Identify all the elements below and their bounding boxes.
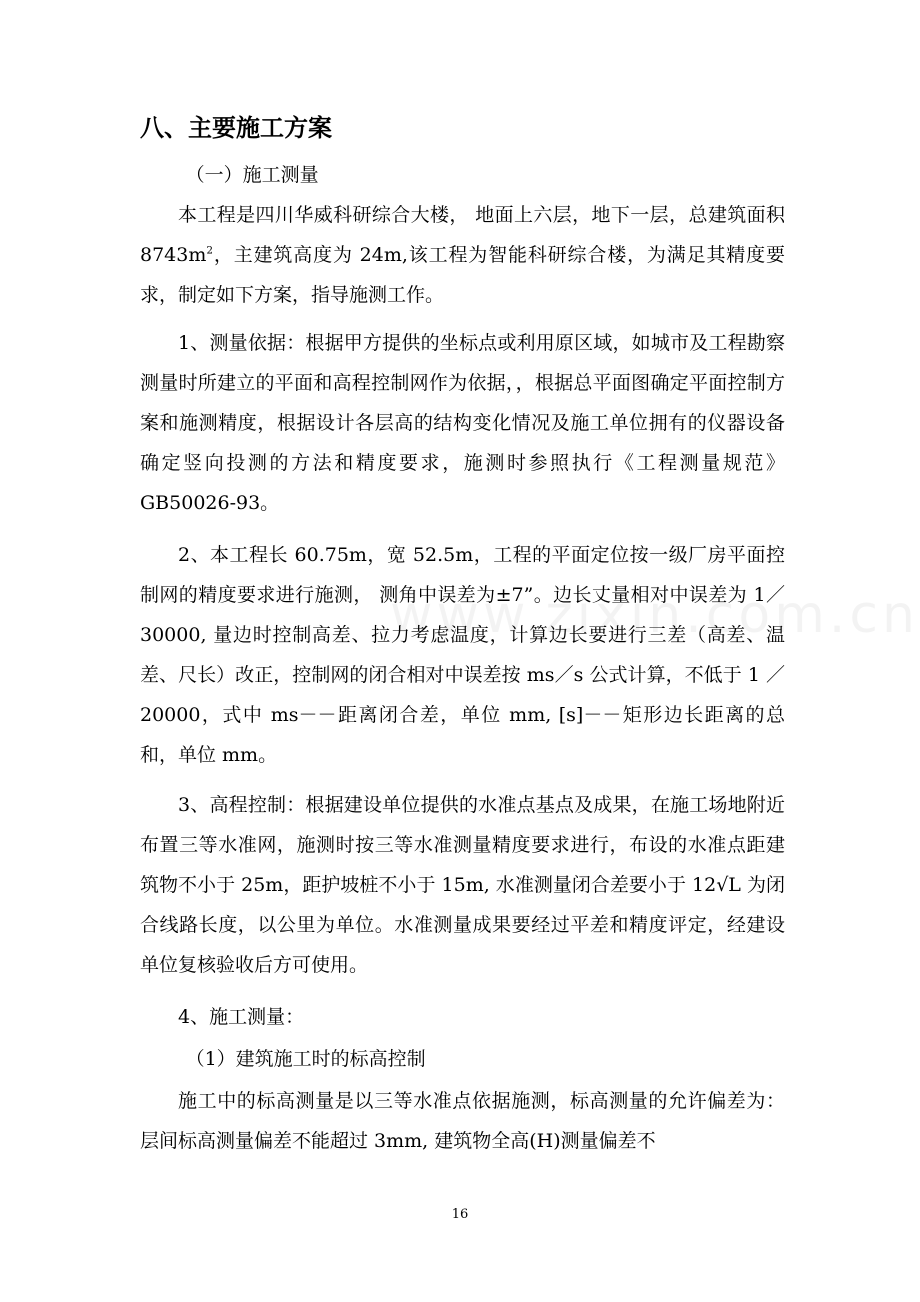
section-heading: 八、主要施工方案 (140, 114, 332, 142)
page-number: 16 (451, 1207, 469, 1222)
paragraph-intro (140, 196, 785, 316)
paragraph-intro-b: ，主建筑高度为 24m,该工程为智能科研综合楼，为满足其精度要求，制定如下方案，指导施测工作。 (140, 243, 785, 306)
paragraph-elevation-survey: 施工中的标高测量是以三等水准点依据施测，标高测量的允许偏差为：层间标高测量偏差不能超过 3mm, 建筑物全高(H)测量偏差不 (140, 1090, 785, 1152)
paragraph-elevation-control: 3、高程控制：根据建设单位提供的水准点基点及成果，在施工场地附近布置三等水准网，施测时按三等水准测量精度要求进行，布设的水准点距建筑物不小于 25m，距护坡桩不小于 15m, 水准测量闭合差要小于 12√L 为闭合线路长度，以公里为单位。水准测量成果要经过平差和精度评定，经建设单位复核验收后方可使用。 (140, 794, 785, 976)
paragraph-basis: 1、测量依据：根据甲方提供的坐标点或利用原区域，如城市及工程勘察测量时所建立的平面和高程控制网作为依据，，根据总平面图确定平面控制方案和施测精度，根据设计各层高的结构变化情况及施工单位拥有的仪器设备确定竖向投测的方法和精度要求，施测时参照执行《工程测量规范》GB50026-93。 (140, 332, 785, 514)
subheading-survey: （一）施工测量 (185, 164, 319, 186)
paragraph-intro-a: 本工程是四川华威科研综合大楼， 地面上六层，地下一层，总建筑面积 8743m (140, 204, 785, 266)
superscript-2: 2 (206, 244, 214, 257)
paragraph-plane-control: 2、本工程长 60.75m，宽 52.5m，工程的平面定位按一级厂房平面控制网的精度要求进行施测， 测角中误差为±7”。边长丈量相对中误差为 1／30000, 量边时控制高差、拉力考虑温度，计算边长要进行三差（高差、温差、尺长）改正，控制网的闭合相对中误差按 ms／s 公式计算，不低于 1 ／20000，式中 ms－－距离闭合差，单位 mm, [s]－－矩形边长距离的总和，单位 mm。 (140, 544, 785, 766)
subheading-elevation-control: （1）建筑施工时的标高控制 (185, 1048, 426, 1070)
paragraph-construction-survey: 4、施工测量： (178, 1006, 305, 1028)
